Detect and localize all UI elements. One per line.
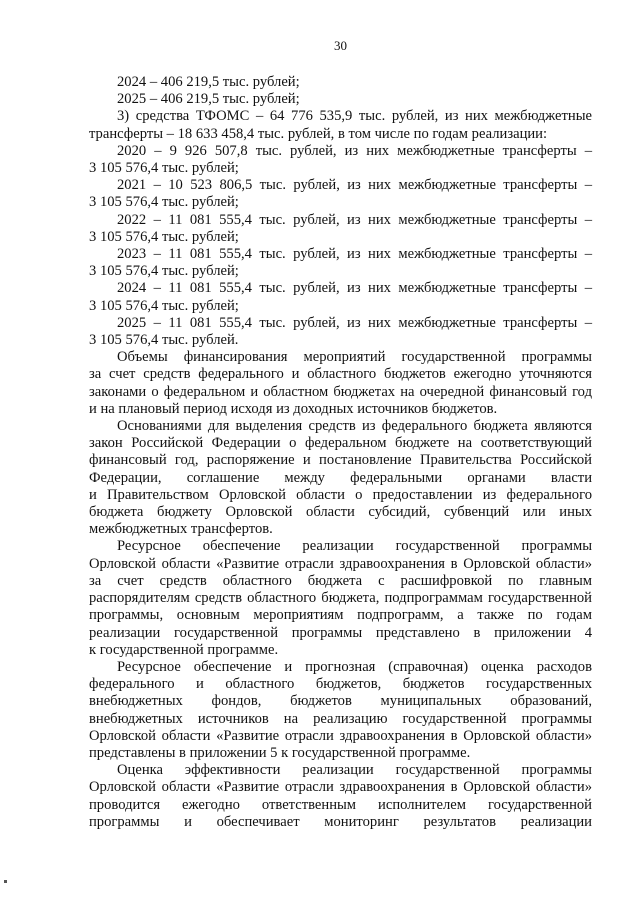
text-line: 2020 – 9 926 507,8 тыс. рублей, из них межбюджетные трансферты – — [117, 142, 592, 159]
text-line: Объемы финансирования мероприятий государственной программы — [117, 349, 592, 366]
text-line: внебюджетных фондов, бюджетов муниципальных образований, — [89, 693, 592, 710]
text-line: и Правительством Орловской области о предоставлении из федерального — [89, 486, 592, 503]
text-line: 3 105 576,4 тыс. рублей; — [89, 160, 239, 177]
text-line: Орловской области «Развитие отрасли здравоохранения в Орловской области» — [89, 779, 592, 796]
page-number: 30 — [334, 38, 347, 53]
text-line: программы, основным мероприятиям подпрограмм, а также по годам — [89, 607, 592, 624]
text-line: представлены в приложении 5 к государственной программе. — [89, 744, 471, 761]
text-line: за счет средств федерального и областного бюджетов ежегодно уточняются — [89, 366, 592, 383]
text-line: Основаниями для выделения средств из федерального бюджета являются — [117, 418, 592, 435]
text-line: и на плановый период исходя из доходных источников бюджетов. — [89, 400, 498, 417]
text-line: за счет средств областного бюджета с расшифровкой по главным — [89, 572, 592, 589]
text-line: Орловской области «Развитие отрасли здравоохранения в Орловской области» — [89, 555, 592, 572]
text-line: распорядителям средств областного бюджета, подпрограммам государственной — [89, 590, 592, 607]
text-line: закон Российской Федерации о федеральном бюджете на соответствующий — [89, 435, 592, 452]
text-line: 2022 – 11 081 555,4 тыс. рублей, из них межбюджетные трансферты – — [117, 211, 592, 228]
text-line: Ресурсное обеспечение реализации государственной программы — [117, 538, 592, 555]
text-line: финансовый год, распоряжение и постановление Правительства Российской — [89, 452, 592, 469]
document-body — [89, 74, 592, 831]
text-line: к государственной программе. — [89, 641, 279, 658]
text-line: Ресурсное обеспечение и прогнозная (справочная) оценка расходов — [117, 658, 592, 675]
text-line: 3 105 576,4 тыс. рублей; — [89, 297, 239, 314]
text-line: 3 105 576,4 тыс. рублей; — [89, 228, 239, 245]
text-line: 3 105 576,4 тыс. рублей; — [89, 263, 239, 280]
text-line: межбюджетных трансфертов. — [89, 521, 273, 538]
text-line: 2024 – 11 081 555,4 тыс. рублей, из них межбюджетные трансферты – — [117, 280, 592, 297]
text-line: программы и обеспечивает мониторинг результатов реализации — [89, 813, 592, 830]
text-line: трансферты – 18 633 458,4 тыс. рублей, в том числе по годам реализации: — [89, 125, 548, 142]
text-line: 2023 – 11 081 555,4 тыс. рублей, из них межбюджетные трансферты – — [117, 246, 592, 263]
text-line: 3 105 576,4 тыс. рублей; — [89, 194, 239, 211]
text-line: Орловской области «Развитие отрасли здравоохранения в Орловской области» — [89, 727, 592, 744]
text-line: 2025 – 11 081 555,4 тыс. рублей, из них межбюджетные трансферты – — [117, 314, 592, 331]
text-line: проводится ежегодно ответственным исполнителем государственной — [89, 796, 592, 813]
text-line: законами о федеральном и областном бюджетах на очередной финансовый год — [89, 383, 592, 400]
text-line: 2025 – 406 219,5 тыс. рублей; — [117, 91, 300, 108]
text-line: 3 105 576,4 тыс. рублей. — [89, 332, 239, 349]
text-line: 2024 – 406 219,5 тыс. рублей; — [117, 74, 300, 90]
text-line: бюджета бюджету Орловской области субсидий, субвенций или иных — [89, 504, 592, 521]
text-line: 2021 – 10 523 806,5 тыс. рублей, из них межбюджетные трансферты – — [117, 177, 592, 194]
text-line: 3) средства ТФОМС – 64 776 535,9 тыс. рублей, из них межбюджетные — [117, 108, 592, 125]
scan-mark — [4, 880, 7, 883]
text-line: Федерации, соглашение между федеральными органами власти — [89, 469, 592, 486]
text-line: федерального и областного бюджетов, бюджетов государственных — [89, 676, 592, 693]
text-line: реализации государственной программы представлено в приложении 4 — [89, 624, 592, 641]
text-line: Оценка эффективности реализации государственной программы — [117, 762, 592, 779]
text-line: внебюджетных источников на реализацию государственной программы — [89, 710, 592, 727]
